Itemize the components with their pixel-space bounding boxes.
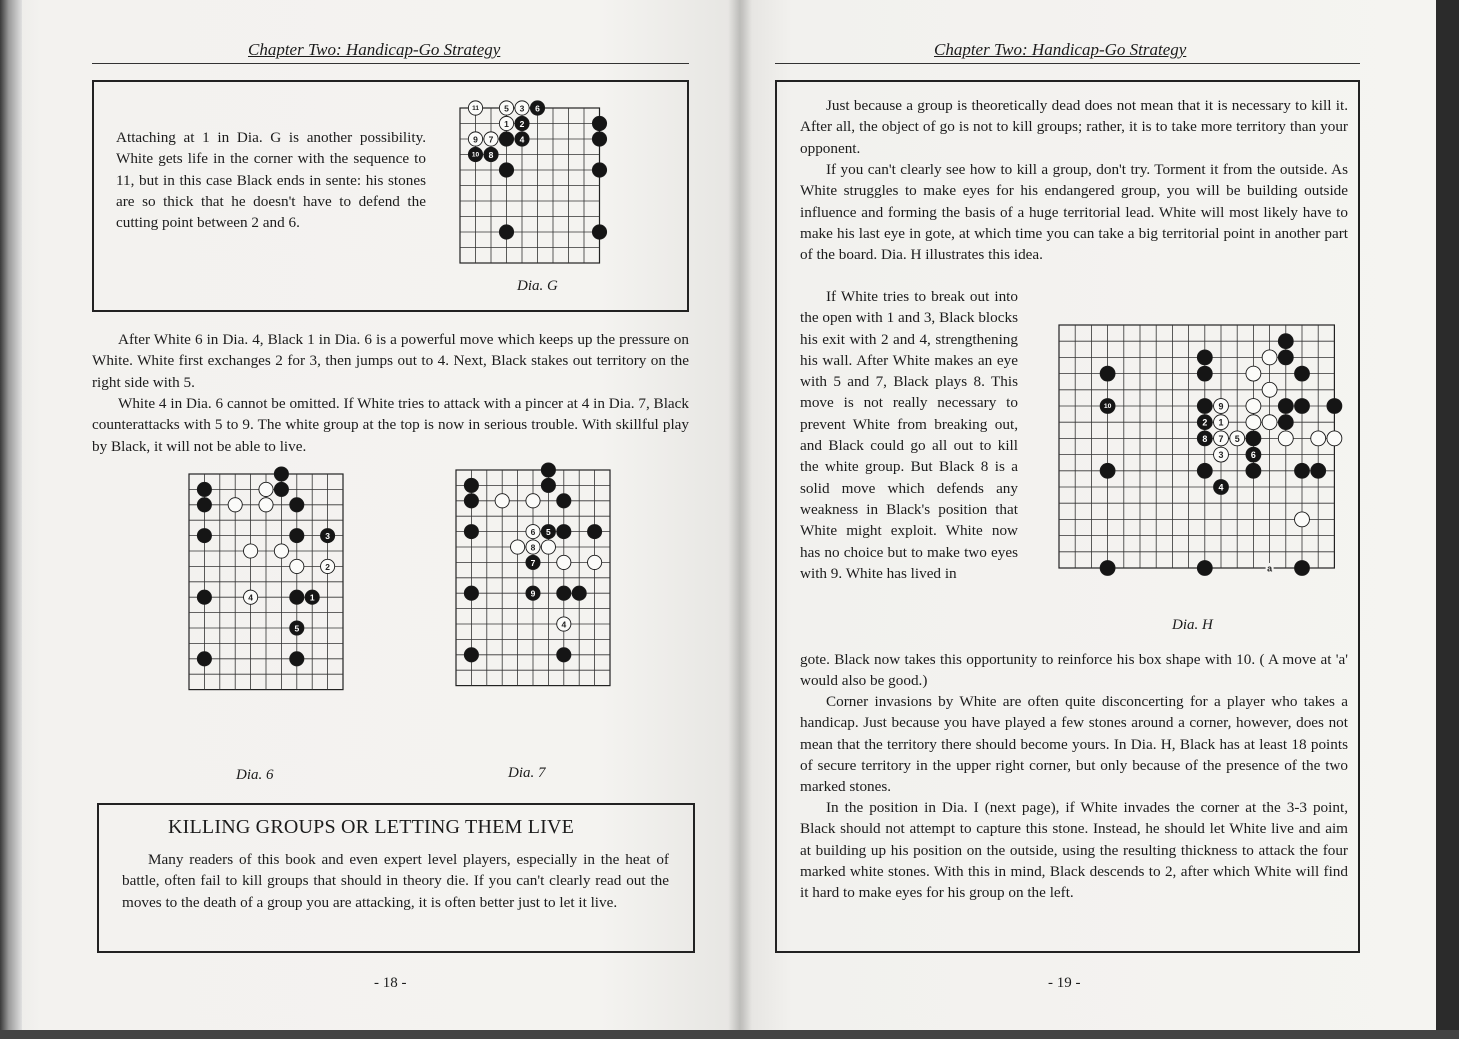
black-stone [1100,366,1115,381]
black-stone [592,132,606,146]
black-stone [1246,447,1261,462]
svg-text:7: 7 [488,134,494,145]
black-stone [1197,431,1212,446]
svg-text:2: 2 [1202,417,1208,428]
black-stone [592,225,606,239]
white-stone [588,555,602,569]
svg-text:5: 5 [546,527,551,538]
white-stone [1214,431,1229,446]
svg-text:7: 7 [1218,433,1224,444]
svg-text:8: 8 [530,542,536,553]
svg-text:2: 2 [519,119,525,129]
black-stone [1295,463,1310,478]
paragraph-dead-group: Just because a group is theoretically dead does not mean that it is necessary to kill it. After all, the object of go is not to kill groups; rather, it is to take more territory than your opponent. [800,97,1348,157]
svg-text:6: 6 [535,103,540,114]
black-stone [290,621,304,635]
black-stone [1278,350,1293,365]
black-stone [557,648,571,662]
white-stone [1262,415,1277,430]
black-stone [1197,415,1212,430]
paragraph-dia-6: After White 6 in Dia. 4, Black 1 in Dia. 6 is a powerful move which keeps up the pressure on White. White first exchanges 2 for 3, then jumps out to 4. Next, Black stakes out territory on the right side with 5. [92,331,689,391]
white-stone [290,559,304,573]
black-stone [530,101,544,115]
white-stone [499,116,513,130]
black-stone [1197,561,1212,576]
svg-text:2: 2 [325,561,330,572]
black-stone [468,147,482,161]
dia-g-text: Attaching at 1 in Dia. G is another possibility. White gets life in the corner with the sequence to 11, but in this case Black ends in sente: his stones are so thick that he doesn't have to defend the cutting point between 2 and 6. [116,129,426,232]
black-stone [274,482,288,496]
black-stone [197,652,211,666]
black-stone [557,494,571,508]
black-stone [464,494,478,508]
dia-h-caption: Dia. H [1172,617,1213,633]
svg-text:3: 3 [1218,450,1224,461]
dia-g-caption: Dia. G [517,278,558,294]
svg-text:8: 8 [1202,433,1208,444]
white-stone [484,132,498,146]
white-stone [1230,431,1245,446]
scanner-edge [1436,0,1459,1039]
white-stone [1327,431,1342,446]
white-stone [1262,382,1277,397]
black-stone [290,652,304,666]
black-stone [1197,350,1212,365]
svg-text:9: 9 [473,134,478,145]
black-stone [526,555,540,569]
white-stone [1214,415,1229,430]
white-stone [557,617,571,631]
white-stone [244,544,258,558]
black-stone [541,478,555,492]
dia-7-caption: Dia. 7 [508,765,546,781]
white-stone [1246,366,1261,381]
svg-text:8: 8 [488,150,494,160]
white-stone [541,540,555,554]
go-board-dia-h [1054,320,1346,611]
svg-text:7: 7 [530,557,536,568]
black-stone [1311,463,1326,478]
black-stone [290,590,304,604]
black-stone [557,525,571,539]
svg-text:6: 6 [530,527,536,538]
svg-text:1: 1 [1218,417,1224,428]
svg-text:a: a [1267,563,1273,574]
black-stone [592,116,606,130]
svg-text:10: 10 [1103,403,1112,410]
black-stone [515,116,529,130]
black-stone [1295,561,1310,576]
black-stone [1100,463,1115,478]
black-stone [1197,366,1212,381]
paragraph-dia-h-cont: gote. Black now takes this opportunity to reinforce his box shape with 10. ( A move at 'a' would also be good.) [800,651,1348,690]
black-stone [197,529,211,543]
black-stone [290,529,304,543]
black-stone [557,586,571,600]
running-head-left: Chapter Two: Handicap-Go Strategy [248,40,501,59]
paragraph-dia-7: White 4 in Dia. 6 cannot be omitted. If White tries to attack with a pincer at 4 in Dia. 7, Black counterattacks with 5 to 9. The white group at the top is now in serious trouble. With skillful play by Black, it will not be able to live. [92,395,689,455]
white-stone [1295,512,1310,527]
svg-text:9: 9 [1218,401,1224,412]
black-stone [526,586,540,600]
white-stone [228,498,242,512]
section-title: KILLING GROUPS OR LETTING THEM LIVE [168,816,575,838]
white-stone [244,590,258,604]
black-stone [1295,366,1310,381]
black-stone [321,529,335,543]
folio-left: - 18 - [374,975,407,991]
scanner-bottom-edge [0,1030,1459,1039]
black-stone [541,463,555,477]
go-board-dia-g [454,102,629,274]
svg-text:1: 1 [309,592,315,603]
white-stone [499,101,513,115]
white-stone [526,540,540,554]
go-board-dia-7 [452,466,615,762]
black-stone [588,525,602,539]
black-stone [1327,399,1342,414]
white-stone [495,494,509,508]
white-stone [1262,350,1277,365]
black-stone [1278,334,1293,349]
black-stone [515,132,529,146]
book-edge [0,0,22,1030]
black-stone [572,586,586,600]
svg-text:5: 5 [1234,433,1240,444]
black-stone [1278,399,1293,414]
black-stone [464,648,478,662]
white-stone [511,540,525,554]
black-stone [1100,399,1115,414]
white-stone [526,525,540,539]
svg-text:4: 4 [519,134,525,145]
black-stone [499,132,513,146]
black-stone [541,525,555,539]
black-stone [1197,463,1212,478]
black-stone [464,525,478,539]
svg-text:4: 4 [1218,482,1224,493]
white-stone [515,101,529,115]
svg-text:4: 4 [561,619,567,630]
go-board-dia-6 [185,470,348,762]
paragraph-dia-i: In the position in Dia. I (next page), if White invades the corner at the 3-3 point, Black should not attempt to capture this stone. Instead, he should let White live and aim at building up his position on the outside, using the resulting thickness to attack the four marked white stones. With this in mind, Black descends to 2, after which White will find it hard to make eyes for his group on the left. [800,799,1348,902]
svg-text:5: 5 [504,103,509,114]
white-stone [468,132,482,146]
white-stone [1214,447,1229,462]
header-rule [775,63,1360,64]
white-stone [274,544,288,558]
white-stone [1214,399,1229,414]
paragraph-dia-h-narrow: If White tries to break out into the open with 1 and 3, Black blocks his exit with 2 and 4, strengthening his wall. After White makes an eye with 5 and 7, Black plays 8. This move is not really necessary to prevent White from breaking out, and Black could go all out to kill the white group. But Black 8 is a solid move which defends any weakness in Black's position that White might exploit. White now has no choice but to make two eyes with 9. White has lived in [800,288,1018,582]
paragraph-corner-invasions: Corner invasions by White are often quite disconcerting for a player who takes a handicap. Just because you have played a few stones around a corner, however, does not mean that the territory there should become yours. In Dia. H, Black has at least 18 points of secure territory in the upper right corner, but only because of the presence of the two marked stones. [800,693,1348,796]
black-stone [290,498,304,512]
header-rule [92,63,689,64]
section-text: Many readers of this book and even expert level players, especially in the heat of battle, often fail to kill groups that should in theory die. If you can't clearly read out the moves to the death of a group you are attacking, it is often better just to let it live. [122,851,669,911]
black-stone [1214,480,1229,495]
white-stone [1311,431,1326,446]
white-stone [468,101,482,115]
black-stone [274,467,288,481]
svg-text:11: 11 [472,105,479,112]
white-stone [1246,399,1261,414]
black-stone [1246,463,1261,478]
black-stone [197,590,211,604]
paragraph-torment: If you can't clearly see how to kill a group, don't try. Torment it from the outside. As White struggles to make eyes for his endangered group, you will be building outside influence and forming the basis of a huge territorial lead. White will most likely have to make his last eye in gote, at which time you can take a big territorial point in another part of the board. Dia. H illustrates this idea. [800,161,1348,264]
black-stone [305,590,319,604]
running-head-right: Chapter Two: Handicap-Go Strategy [934,40,1187,59]
svg-text:1: 1 [504,119,509,129]
svg-text:9: 9 [530,588,536,599]
right-page [742,0,1436,1030]
black-stone [1295,399,1310,414]
board-frame [1059,325,1334,568]
white-stone [321,559,335,573]
white-stone [1278,431,1293,446]
white-stone [259,498,273,512]
dia-6-caption: Dia. 6 [236,767,274,783]
white-stone [557,555,571,569]
svg-text:5: 5 [294,623,300,634]
book-gutter [728,0,752,1039]
white-stone [526,494,540,508]
black-stone [197,498,211,512]
black-stone [499,163,513,177]
svg-text:4: 4 [248,592,253,603]
svg-text:3: 3 [325,531,330,542]
svg-text:10: 10 [471,151,480,159]
black-stone [197,482,211,496]
white-stone [1246,415,1261,430]
black-stone [499,225,513,239]
svg-text:3: 3 [519,103,525,114]
black-stone [464,586,478,600]
svg-text:6: 6 [1250,450,1256,461]
black-stone [1278,415,1293,430]
folio-right: - 19 - [1048,975,1081,991]
black-stone [1100,561,1115,576]
black-stone [484,147,498,161]
black-stone [592,163,606,177]
black-stone [1246,431,1261,446]
black-stone [464,478,478,492]
white-stone [259,482,273,496]
board-label [1266,563,1274,574]
black-stone [1197,399,1212,414]
